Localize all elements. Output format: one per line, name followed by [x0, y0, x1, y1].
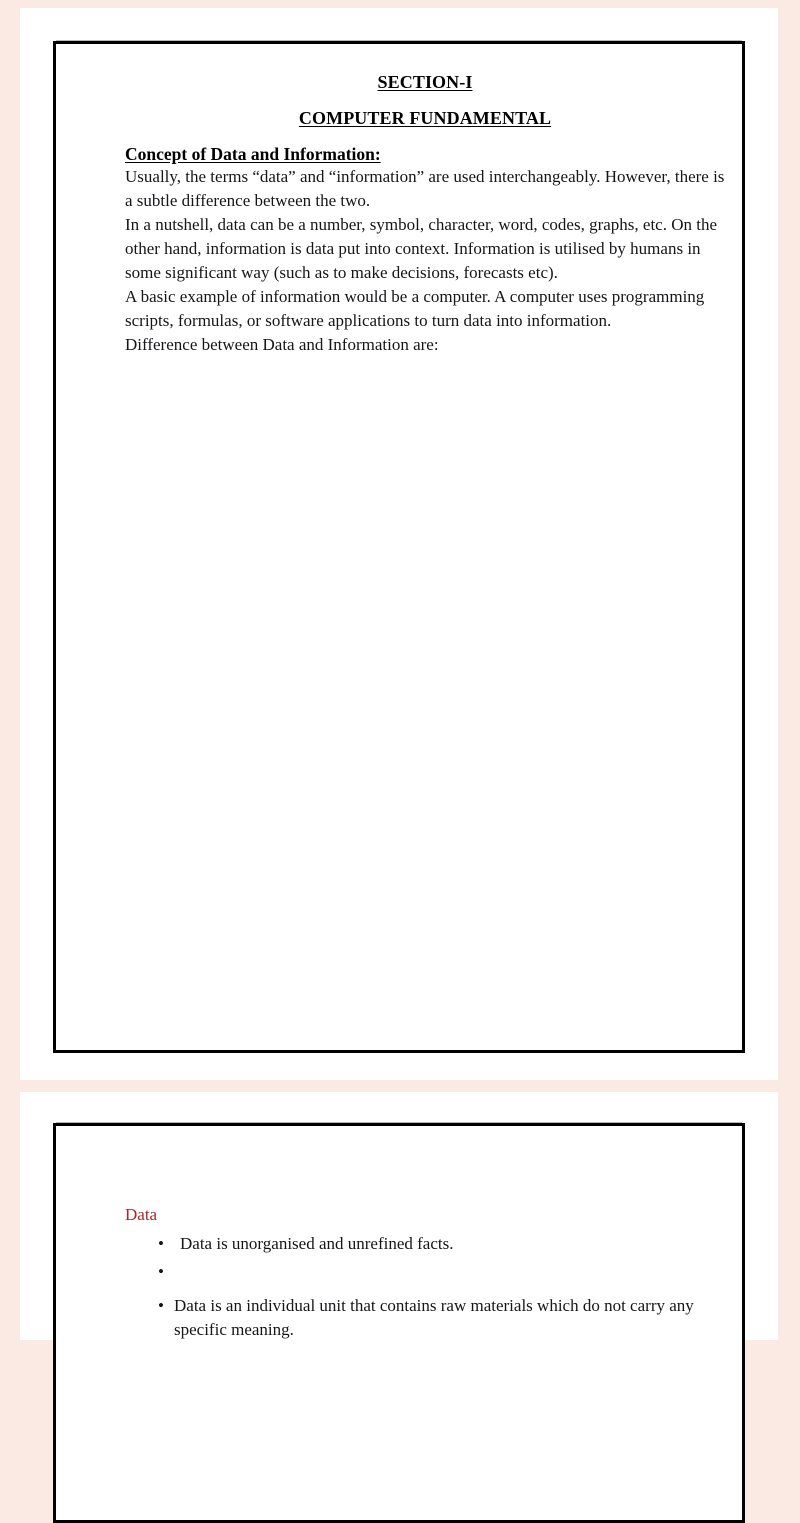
document-page-2: [20, 1092, 778, 1340]
section-heading-text: SECTION-I: [377, 72, 473, 92]
paragraph-1: Usually, the terms “data” and “information” are used interchangeably. However, there is a subtle difference between the two.: [125, 167, 725, 210]
course-heading-text: COMPUTER FUNDAMENTAL: [298, 108, 552, 128]
paragraph-4: Difference between Data and Information are:: [125, 335, 439, 354]
page-2-border-frame: [53, 1123, 745, 1523]
data-bullet-list: [125, 1232, 735, 1342]
data-list-block: [125, 1204, 735, 1346]
list-item: • Data is an individual unit that contains raw materials which do not carry any specific meaning.: [125, 1294, 735, 1342]
page-1-content: [56, 44, 742, 1050]
page-1-border-frame: [53, 41, 745, 1053]
paragraph-2: In a nutshell, data can be a number, symbol, character, word, codes, graphs, etc. On the other hand, information is data put into context. Information is utilised by humans in some significant way (such as to make decisions, forecasts etc).: [125, 215, 718, 282]
page-2-hairline: [56, 1122, 742, 1123]
course-heading: [125, 107, 725, 129]
page-1-hairline: [56, 40, 742, 41]
document-page-1: [20, 8, 778, 1080]
data-list-title: Data: [125, 1205, 158, 1224]
section-heading: [125, 71, 725, 93]
paragraph-3: A basic example of information would be a computer. A computer uses programming scripts, formulas, or software applications to turn data into information.: [125, 287, 705, 330]
topic-heading: [125, 143, 725, 165]
list-item: [125, 1260, 735, 1284]
list-item: • Data is unorganised and unrefined facts.: [125, 1232, 735, 1256]
page-1-text-column: [125, 44, 725, 357]
topic-heading-text: Concept of Data and Information:: [125, 144, 381, 164]
page-2-content: [56, 1126, 742, 1520]
